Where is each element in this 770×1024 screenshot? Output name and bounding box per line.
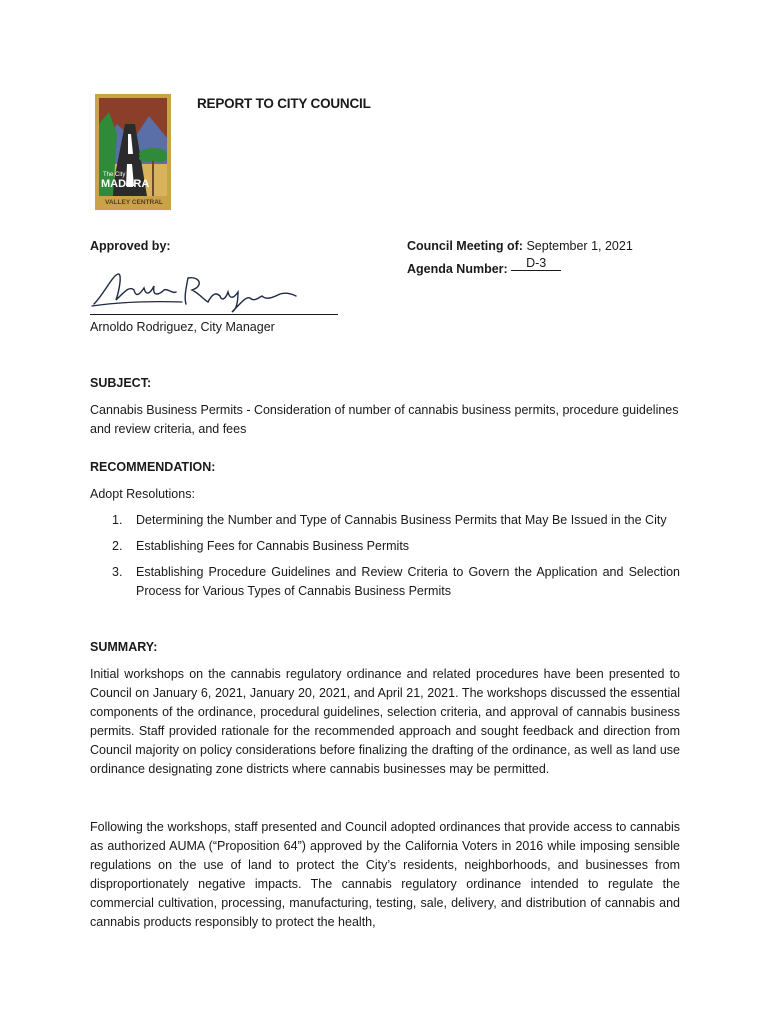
- approved-by-label: Approved by:: [90, 239, 171, 253]
- council-meeting-date: September 1, 2021: [526, 239, 633, 253]
- list-item-number: 1.: [112, 513, 123, 527]
- list-item-text: Determining the Number and Type of Cannabis Business Permits that May Be Issued in the City: [136, 513, 667, 527]
- summary-heading: SUMMARY:: [90, 640, 158, 654]
- agenda-number-line: [407, 256, 561, 277]
- list-item: [90, 511, 680, 530]
- list-item-number: 3.: [112, 565, 123, 579]
- council-meeting-label: Council Meeting of:: [407, 239, 523, 253]
- city-of-madera-logo-icon: [95, 94, 171, 210]
- agenda-number-value: D-3: [511, 257, 561, 271]
- agenda-number-label: Agenda Number:: [407, 262, 508, 276]
- list-item: [90, 563, 680, 601]
- list-item-number: 2.: [112, 539, 123, 553]
- svg-text:MADERA: MADERA: [101, 178, 150, 190]
- list-item: [90, 537, 680, 556]
- recommendation-intro: Adopt Resolutions:: [90, 487, 195, 501]
- svg-text:The City of: The City of: [103, 172, 133, 178]
- handwritten-signature-icon: [90, 268, 300, 314]
- list-item-text: Establishing Procedure Guidelines and Review Criteria to Govern the Application and Selection Process for Various Types of Cannabis Business Permits: [136, 565, 680, 598]
- signer-name: Arnoldo Rodriguez, City Manager: [90, 320, 275, 334]
- summary-paragraph: Initial workshops on the cannabis regulatory ordinance and related procedures have been presented to Council on January 6, 2021, January 20, 2021, and April 21, 2021. The workshops discussed the essential components of the ordinance, procedural guidelines, selection criteria, and approval of cannabis business permits. Staff provided rationale for the recommended approach and sought feedback and direction from Council majority on policy considerations before finalizing the drafting of the ordinance, as well as land use ordinance designating zone districts where cannabis businesses may be permitted.: [90, 667, 680, 776]
- list-item-text: Establishing Fees for Cannabis Business Permits: [136, 539, 410, 553]
- recommendation-heading: RECOMMENDATION:: [90, 460, 216, 474]
- svg-text:VALLEY CENTRAL: VALLEY CENTRAL: [105, 199, 163, 206]
- report-title: REPORT TO CITY COUNCIL: [197, 96, 371, 111]
- resolution-list: [90, 511, 680, 608]
- council-meeting-line: [407, 239, 633, 253]
- summary-paragraph: Following the workshops, staff presented and Council adopted ordinances that provide access to cannabis as authorized AUMA (“Proposition 64”) approved by the California Voters in 2016 while imposing sensible regulations on the use of land to protect the City’s residents, neighborhoods, and businesses from disproportionately negative impacts. The cannabis regulatory ordinance intended to regulate the commercial cultivation, processing, manufacturing, testing, sale, delivery, and distribution of cannabis and cannabis products responsibly to protect the health,: [90, 820, 680, 929]
- signature-line: [90, 314, 338, 315]
- subject-heading: SUBJECT:: [90, 376, 152, 390]
- subject-text: Cannabis Business Permits - Consideration of number of cannabis business permits, procedure guidelines and review criteria, and fees: [90, 403, 679, 436]
